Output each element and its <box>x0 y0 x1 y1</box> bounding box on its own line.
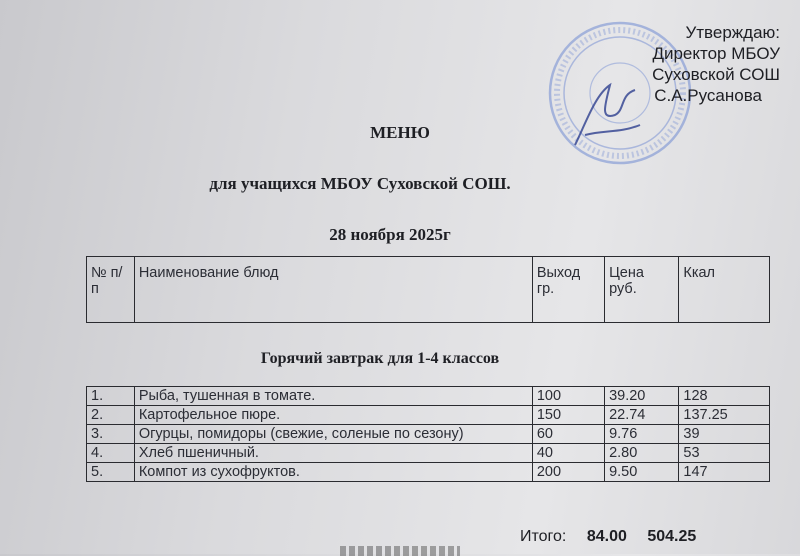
row-price: 39.20 <box>605 387 679 406</box>
row-price: 9.50 <box>605 463 679 482</box>
row-kcal: 128 <box>679 387 770 406</box>
row-kcal: 147 <box>679 463 770 482</box>
menu-table <box>86 386 770 482</box>
menu-subtitle: для учащихся МБОУ Суховской СОШ. <box>209 174 511 193</box>
row-num: 5. <box>87 463 135 482</box>
totals-price: 84.00 <box>586 528 627 545</box>
row-weight: 200 <box>532 463 604 482</box>
row-kcal: 137.25 <box>679 406 770 425</box>
totals-label: Итого: <box>520 528 567 545</box>
row-weight: 40 <box>532 444 604 463</box>
menu-title: МЕНЮ <box>370 123 430 142</box>
table-row <box>87 425 770 444</box>
approval-line: Утверждаю: <box>685 23 780 42</box>
row-name: Хлеб пшеничный. <box>134 444 532 463</box>
row-name: Огурцы, помидоры (свежие, соленые по сезону) <box>134 425 532 444</box>
row-name: Рыба, тушенная в томате. <box>134 387 532 406</box>
column-header-kcal: Ккал <box>679 257 770 323</box>
table-row <box>87 463 770 482</box>
row-price: 2.80 <box>605 444 679 463</box>
column-header-price: Цена руб. <box>605 257 679 323</box>
header-row <box>87 257 770 323</box>
row-num: 4. <box>87 444 135 463</box>
table-row <box>87 406 770 425</box>
row-price: 22.74 <box>605 406 679 425</box>
row-num: 3. <box>87 425 135 444</box>
totals-row <box>520 528 696 546</box>
table-row <box>87 387 770 406</box>
approval-block <box>610 22 780 106</box>
row-name: Картофельное пюре. <box>134 406 532 425</box>
row-kcal: 53 <box>679 444 770 463</box>
menu-date: 28 ноября 2025г <box>329 225 451 244</box>
approval-name: С.А.Русанова <box>654 86 762 105</box>
cut-off-next-heading <box>340 546 460 556</box>
column-header-weight: Выход гр. <box>532 257 604 323</box>
column-header-name: Наименование блюд <box>134 257 532 323</box>
approval-position: Директор МБОУ <box>652 44 780 63</box>
column-header-table <box>86 256 770 323</box>
row-kcal: 39 <box>679 425 770 444</box>
table-row <box>87 444 770 463</box>
row-weight: 60 <box>532 425 604 444</box>
row-weight: 150 <box>532 406 604 425</box>
row-price: 9.76 <box>605 425 679 444</box>
row-num: 1. <box>87 387 135 406</box>
approval-school: Суховской СОШ <box>652 65 780 84</box>
row-num: 2. <box>87 406 135 425</box>
column-header-num: № п/п <box>87 257 135 323</box>
totals-kcal: 504.25 <box>647 528 697 545</box>
section-title: Горячий завтрак для 1-4 классов <box>260 350 500 367</box>
row-weight: 100 <box>532 387 604 406</box>
row-name: Компот из сухофруктов. <box>134 463 532 482</box>
